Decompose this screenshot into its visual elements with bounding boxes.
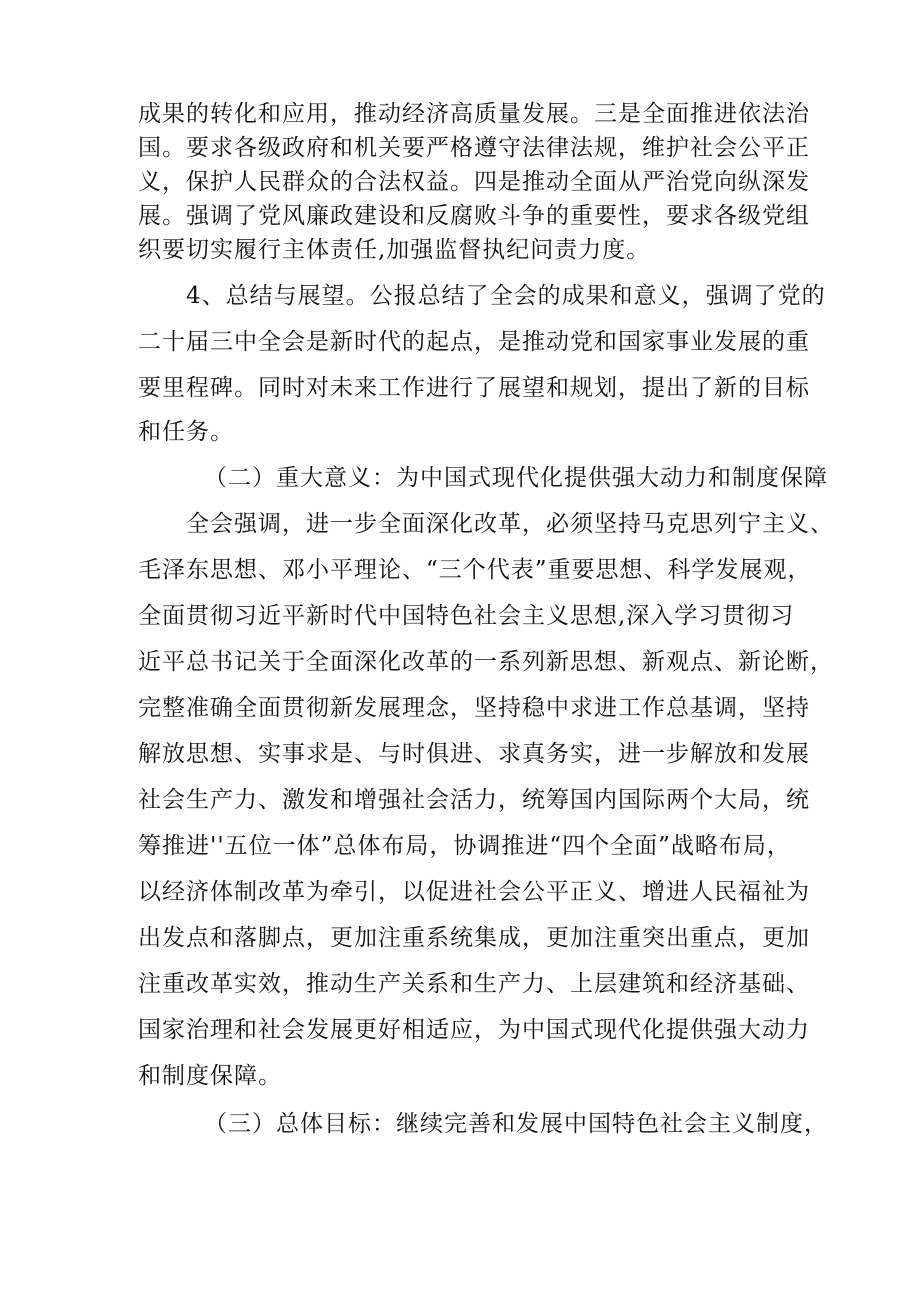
paragraph-line: 完整准确全面贯彻新发展理念，坚持稳中求进工作总基调，坚持 [138, 695, 810, 721]
paragraph-line: 以经济体制改革为牵引，以促进社会公平正义、增进人民福祉为 [138, 879, 810, 905]
paragraph-line: 展。强调了党风廉政建设和反腐败斗争的重要性，要求各级党组 [138, 203, 810, 229]
paragraph-line: 义，保护人民群众的合法权益。四是推动全面从严治党向纵深发 [138, 169, 810, 195]
paragraph-line: 出发点和落脚点，更加注重系统集成，更加注重突出重点，更加 [138, 925, 810, 951]
paragraph-line: 国。要求各级政府和机关要严格遵守法律法规，维护社会公平正 [138, 135, 810, 161]
paragraph-line: 成果的转化和应用，推动经济高质量发展。三是全面推进依法治 [138, 101, 810, 127]
paragraph-line: 近平总书记关于全面深化改革的一系列新思想、新观点、新论断， [138, 649, 834, 675]
paragraph-line: 注重改革实效，推动生产关系和生产力、上层建筑和经济基础、 [138, 971, 810, 997]
paragraph-line: 国家治理和社会发展更好相适应，为中国式现代化提供强大动力 [138, 1017, 810, 1043]
paragraph-line: 二十届三中全会是新时代的起点，是推动党和国家事业发展的重 [138, 329, 810, 355]
paragraph-line: 和任务。 [138, 419, 234, 445]
paragraph-line: 织要切实履行主体责任,加强监督执纪问责力度。 [138, 237, 651, 263]
paragraph-line: 解放思想、实事求是、与时俱进、求真务实，进一步解放和发展 [138, 741, 810, 767]
paragraph-line: 社会生产力、激发和增强社会活力，统筹国内国际两个大局，统 [138, 787, 810, 813]
section-heading: （三）总体目标：继续完善和发展中国特色社会主义制度， [204, 1111, 828, 1137]
section-heading: （二）重大意义：为中国式现代化提供强大动力和制度保障 [204, 465, 828, 491]
paragraph-line: 要里程碑。同时对未来工作进行了展望和规划，提出了新的目标 [138, 375, 810, 401]
paragraph-line: 4、总结与展望。公报总结了全会的成果和意义，强调了党的 [186, 283, 826, 309]
paragraph-line: 毛泽东思想、邓小平理论、“三个代表”重要思想、科学发展观， [138, 557, 812, 583]
paragraph-line: 筹推进''五位一体”总体布局，协调推进“四个全面”战略布局， [138, 833, 791, 859]
paragraph-line: 全面贯彻习近平新时代中国特色社会主义思想,深入学习贯彻习 [138, 603, 795, 629]
paragraph-line: 和制度保障。 [138, 1063, 282, 1089]
paragraph-line: 全会强调，进一步全面深化改革，必须坚持马克思列宁主义、 [186, 511, 834, 537]
